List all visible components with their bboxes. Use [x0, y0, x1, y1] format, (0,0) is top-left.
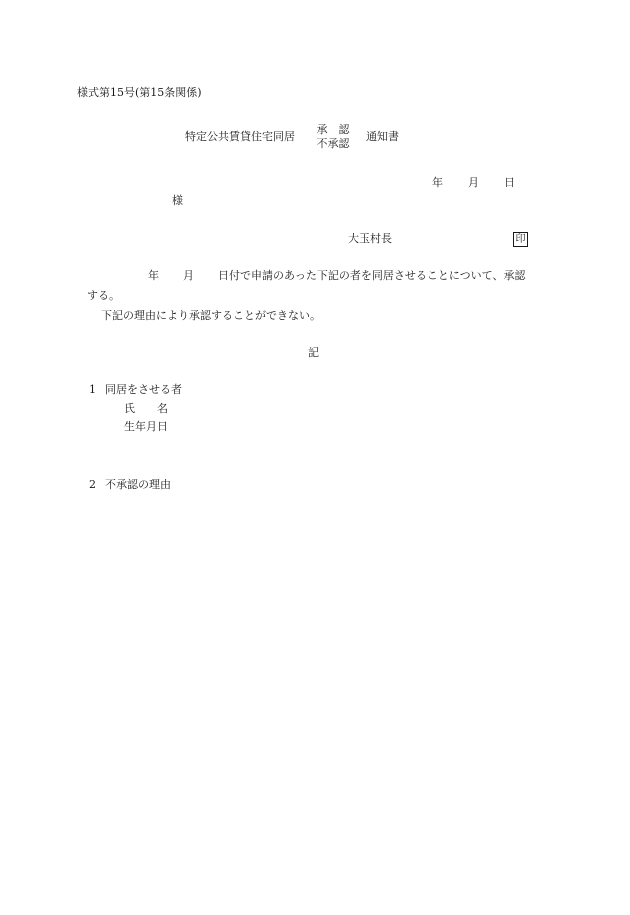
- form-number: 様式第15号(第15条関係): [77, 86, 202, 99]
- option-disapprove: 不承認: [316, 137, 350, 150]
- sender-name: 大玉村長: [348, 232, 392, 245]
- seal-mark: [513, 232, 528, 247]
- name-label: 氏 名: [124, 402, 168, 415]
- date-day: 日: [504, 176, 515, 189]
- item1-number: 1: [89, 383, 96, 396]
- title-suffix: 通知書: [366, 130, 399, 143]
- body-year: 年: [148, 269, 159, 282]
- item1-label: 同居をさせる者: [105, 383, 182, 396]
- birth-label: 生年月日: [124, 420, 168, 433]
- body-month: 月: [183, 269, 194, 282]
- body-line1: 日付で申請のあった下記の者を同居させることについて、承認: [218, 269, 526, 282]
- item2-number: 2: [89, 478, 96, 491]
- date-year: 年: [432, 176, 443, 189]
- seal-label: 印: [515, 234, 526, 245]
- body-line2: 下記の理由により承認することができない。: [101, 309, 321, 322]
- item2-label: 不承認の理由: [105, 478, 171, 491]
- body-line1-end: する。: [87, 289, 120, 302]
- addressee-suffix: 様: [172, 194, 183, 207]
- record-heading: 記: [308, 346, 319, 359]
- date-month: 月: [468, 176, 479, 189]
- option-approve: 承 認: [316, 123, 350, 136]
- approval-options: [313, 124, 353, 149]
- title-prefix: 特定公共賃貸住宅同居: [185, 130, 295, 143]
